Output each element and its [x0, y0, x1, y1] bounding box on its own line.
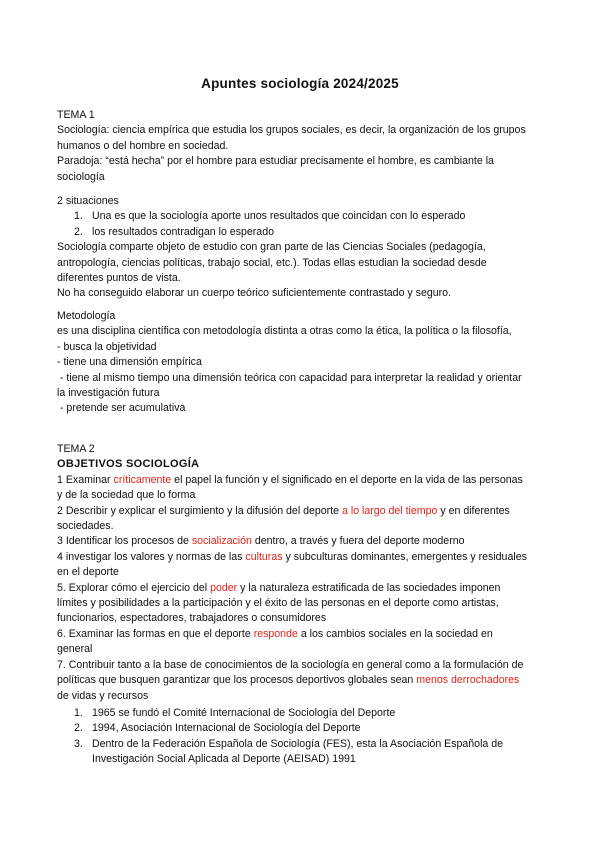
document-title: Apuntes sociología 2024/2025: [201, 76, 399, 91]
list-text: 1994, Asociación Internacional de Sociología del Deporte: [92, 722, 361, 735]
objetivos-heading: OBJETIVOS SOCIOLOGÍA: [57, 458, 200, 471]
metodologia-point: - tiene una dimensión empírica: [57, 356, 202, 369]
objective-item: 7. Contribuir tanto a la base de conocimientos de la sociología en general como a la formulación de políticas que busquen garantizar que los procesos deportivos globales sean menos derrochadores de vidas y recursos: [57, 658, 524, 702]
highlight-text: responde: [253, 627, 298, 640]
highlight-text: críticamente: [113, 473, 172, 486]
tema1-definition: Sociología: ciencia empírica que estudia los grupos sociales, es decir, la organización de los grupos humanos o del hombre en sociedad.: [57, 124, 526, 152]
tema1-section: [57, 108, 527, 185]
list-item: [57, 209, 527, 224]
list-text: los resultados contradigan lo esperado: [92, 225, 274, 238]
objective-item: 4 investigar los valores y normas de las culturas y subculturas dominantes, emergentes y residuales en el deporte: [57, 550, 527, 579]
list-item: [57, 737, 527, 768]
metodologia-intro: es una disciplina científica con metodología distinta a otras como la ética, la política o la filosofía,: [57, 325, 512, 338]
metodologia-label: Metodología: [57, 310, 116, 322]
objective-item: 5. Explorar cómo el ejercicio del poder y la naturaleza estratificada de las sociedades imponen límites y posibilidades a la participación y el éxito de las personas en el deporte como artistas, funcionarios, espectadores, trabajadores o consumidores: [57, 581, 501, 625]
list-text: Una es que la sociología aporte unos resultados que coincidan con lo esperado: [92, 210, 466, 223]
situaciones-list: [57, 209, 527, 240]
tema2-label: TEMA 2: [57, 443, 95, 455]
list-number: 1.: [74, 210, 83, 223]
highlight-text: menos derrochadores: [416, 674, 520, 687]
historia-list: [57, 706, 527, 768]
highlight-text: culturas: [245, 550, 283, 563]
highlight-text: socialización: [191, 535, 252, 548]
metodologia-point: - pretende ser acumulativa: [57, 402, 186, 415]
list-number: 2.: [74, 225, 83, 238]
list-text: Dentro de la Federación Española de Sociología (FES), esta la Asociación Española de Investigación Social Aplicada al Deporte (AEISAD) 1991: [92, 737, 504, 766]
objective-item: 2 Describir y explicar el surgimiento y la difusión del deporte a lo largo del tiempo y en diferentes sociedades.: [57, 504, 510, 533]
tema1-label: TEMA 1: [57, 109, 95, 121]
situaciones-section: [57, 194, 527, 302]
metodologia-section: [57, 309, 527, 417]
highlight-text: poder: [210, 581, 238, 594]
cuerpo-teorico-paragraph: No ha conseguido elaborar un cuerpo teórico suficientemente contrastado y seguro.: [57, 287, 451, 300]
metodologia-point: - busca la objetividad: [57, 340, 157, 353]
objective-item: 6. Examinar las formas en que el deporte responde a los cambios sociales en la sociedad en general: [57, 627, 493, 656]
objective-item: 1 Examinar críticamente el papel la función y el significado en el deporte en la vida de las personas y de la sociedad que lo forma: [57, 473, 523, 502]
highlight-text: a lo largo del tiempo: [342, 504, 438, 517]
situaciones-label: 2 situaciones: [57, 195, 119, 207]
list-number: 3.: [74, 737, 83, 750]
list-number: 2.: [74, 722, 83, 735]
list-number: 1.: [74, 707, 83, 719]
objective-item: 3 Identificar los procesos de socialización dentro, a través y fuera del deporte moderno: [57, 535, 465, 548]
historia-section: [57, 706, 527, 768]
ciencias-sociales-paragraph: Sociología comparte objeto de estudio con gran parte de las Ciencias Sociales (pedagogía, antropología, ciencias políticas, trabajo social, etc.). Todas ellas estudian la sociedad desde diferentes puntos de vista.: [57, 241, 487, 285]
tema2-section: [57, 442, 527, 704]
tema1-paradox: Paradoja: “está hecha” por el hombre para estudiar precisamente el hombre, es cambiante la sociología: [57, 155, 494, 183]
list-item: [57, 721, 527, 736]
list-item: [57, 225, 527, 240]
list-item: [57, 706, 527, 721]
metodologia-point: - tiene al mismo tiempo una dimensión teórica con capacidad para interpretar la realidad y orientar la investigación futura: [57, 371, 525, 400]
list-text: 1965 se fundó el Comité Internacional de Sociología del Deporte: [92, 707, 396, 719]
